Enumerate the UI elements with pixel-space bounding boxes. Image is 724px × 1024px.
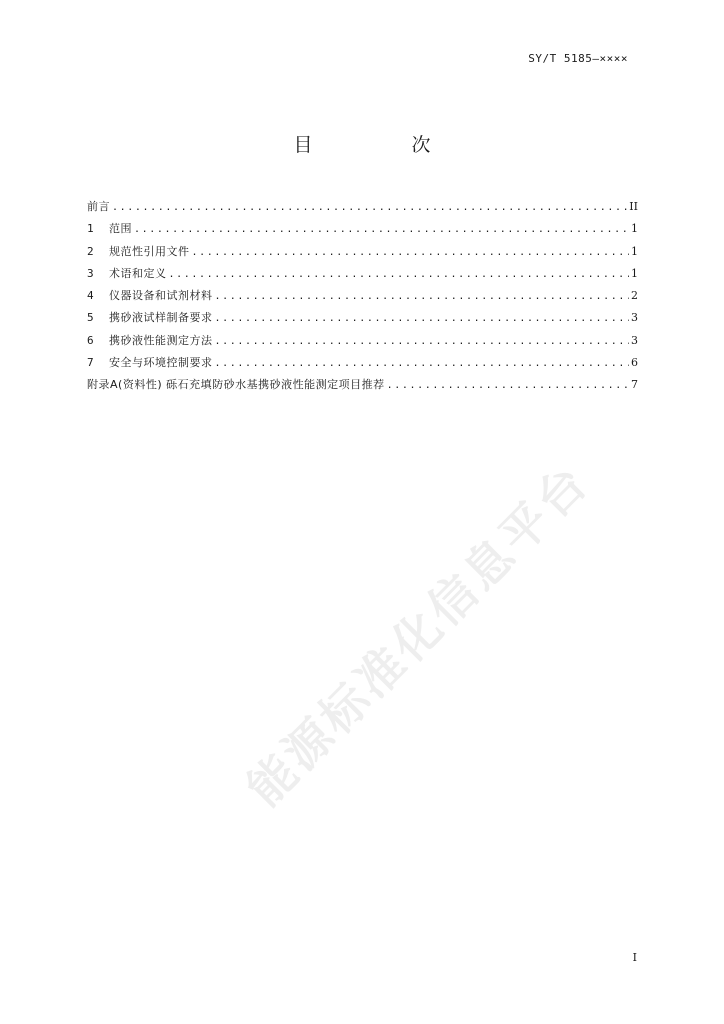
toc-leader-dots [215, 291, 630, 302]
page-number: I [632, 951, 637, 964]
toc-title: 安全与环境控制要求 [109, 356, 213, 370]
toc-title: 携砂液性能测定方法 [109, 333, 213, 347]
toc-entry-sample-preparation[interactable] [87, 309, 638, 331]
toc-entry-appendix-a[interactable] [87, 376, 638, 398]
toc-leader-dots [112, 202, 627, 213]
toc-entry-scope[interactable] [87, 220, 638, 242]
toc-entry-foreword[interactable] [87, 198, 638, 220]
toc-number: 2 [87, 244, 94, 258]
toc-entry-apparatus[interactable] [87, 287, 638, 309]
toc-title: 仪器设备和试剂材料 [109, 289, 213, 303]
toc-number: 5 [87, 311, 94, 325]
toc-number: 4 [87, 289, 94, 303]
toc-leader-dots [169, 269, 630, 280]
toc-title: 术语和定义 [109, 266, 167, 280]
toc-leader-dots [192, 247, 630, 258]
toc-leader-dots [215, 358, 630, 369]
page-title: 目 次 [293, 134, 471, 156]
toc-number: 3 [87, 266, 94, 280]
toc-title: 携砂液试样制备要求 [109, 311, 213, 325]
toc-entry-safety[interactable] [87, 354, 638, 376]
toc-leader-dots [215, 313, 630, 324]
toc-page: 1 [631, 266, 638, 280]
toc-title: 前言 [87, 200, 110, 213]
toc-title: 规范性引用文件 [109, 244, 190, 258]
toc-leader-dots [387, 380, 629, 391]
toc-number: 7 [87, 356, 94, 370]
toc-page: 2 [631, 289, 638, 303]
toc-page: II [629, 200, 638, 213]
toc-entry-test-methods[interactable] [87, 332, 638, 354]
watermark: 能源标准化信息平台 [236, 453, 601, 818]
toc-number: 6 [87, 333, 94, 347]
toc-page: 3 [631, 333, 638, 347]
document-code: SY/T 5185—×××× [528, 52, 628, 65]
toc-title: 范围 [109, 222, 132, 236]
toc-entry-terms[interactable] [87, 265, 638, 287]
table-of-contents [87, 198, 638, 399]
toc-entry-normative-references[interactable] [87, 243, 638, 265]
toc-title: 附录A(资料性) 砾石充填防砂水基携砂液性能测定项目推荐 [87, 378, 385, 392]
toc-page: 6 [631, 356, 638, 370]
toc-page: 3 [631, 311, 638, 325]
toc-leader-dots [215, 336, 630, 347]
toc-page: 7 [631, 378, 638, 392]
toc-number: 1 [87, 222, 94, 236]
toc-page: 1 [631, 244, 638, 258]
toc-leader-dots [134, 224, 629, 235]
toc-page: 1 [631, 222, 638, 236]
